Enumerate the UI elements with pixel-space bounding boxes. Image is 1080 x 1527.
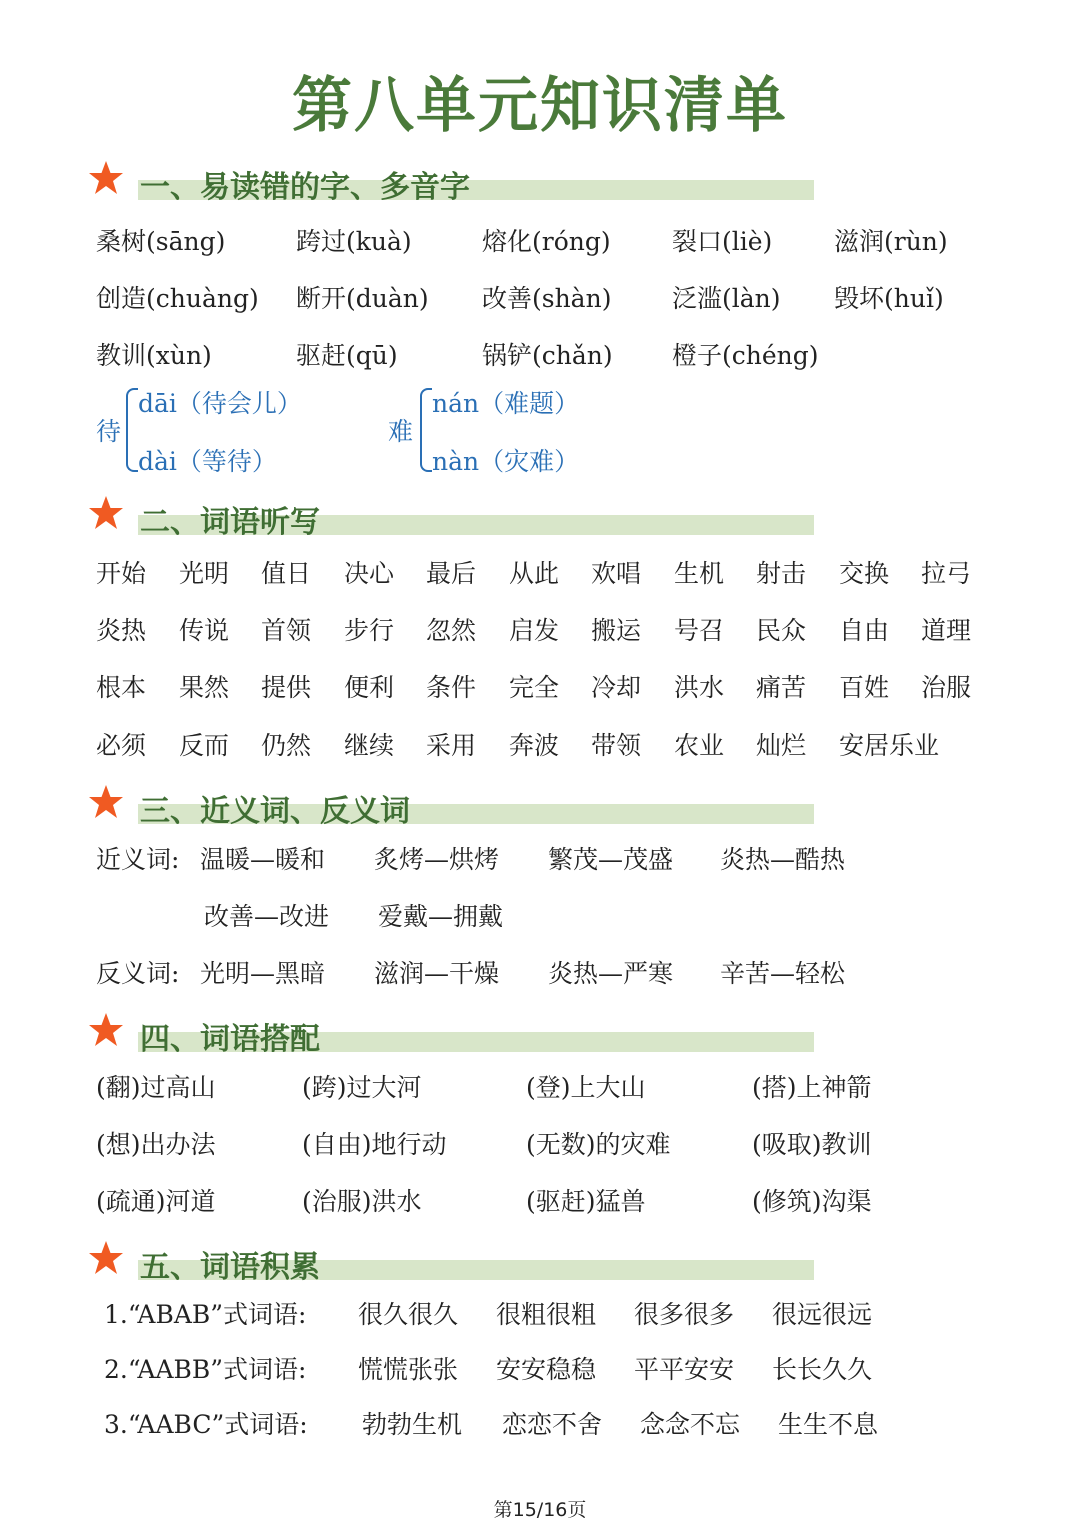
pinyin-item: 熔化(róng) <box>482 227 611 256</box>
dictation-word: 道理 <box>921 616 972 645</box>
star-icon <box>88 160 124 196</box>
pinyin-item: 断开(duàn) <box>296 284 429 313</box>
word-pair: 炙烤—烘烤 <box>374 845 500 874</box>
accumulation-word: 生生不息 <box>778 1410 879 1439</box>
pinyin-item: 改善(shàn) <box>482 284 612 313</box>
dictation-word: 带领 <box>591 731 642 760</box>
accumulation-word: 长长久久 <box>772 1355 873 1384</box>
section-heading-5: 五、词语积累 <box>88 1240 818 1284</box>
page-title: 第八单元知识清单 <box>292 71 788 141</box>
dictation-word: 便利 <box>344 673 395 702</box>
polyphone-reading: nán（难题） <box>432 389 580 418</box>
polyphone-char: 难 <box>388 417 414 446</box>
dictation-word: 果然 <box>179 673 230 702</box>
pinyin-item: 创造(chuàng) <box>96 284 259 313</box>
dictation-word: 继续 <box>344 731 395 760</box>
dictation-word: 安居乐业 <box>839 731 940 760</box>
word-pair: 光明—黑暗 <box>200 959 326 988</box>
star-icon <box>88 1012 124 1048</box>
dictation-word: 条件 <box>426 673 477 702</box>
section-heading-3: 三、近义词、反义词 <box>88 784 818 828</box>
star-icon <box>88 1240 124 1276</box>
accumulation-label: 3.“AABC”式词语: <box>104 1410 308 1439</box>
accumulation-word: 很多很多 <box>634 1300 735 1329</box>
accumulation-word: 勃勃生机 <box>362 1410 463 1439</box>
collocation-item: (翻)过高山 <box>96 1073 216 1102</box>
dictation-word: 反而 <box>179 731 230 760</box>
dictation-word: 最后 <box>426 559 477 588</box>
collocation-item: (治服)洪水 <box>302 1187 422 1216</box>
section-heading-4: 四、词语搭配 <box>88 1012 818 1056</box>
dictation-word: 根本 <box>96 673 147 702</box>
word-pair: 温暖—暖和 <box>200 845 326 874</box>
page-number: 第15/16页 <box>493 1499 587 1521</box>
dictation-word: 农业 <box>674 731 725 760</box>
section-heading-2: 二、词语听写 <box>88 495 818 539</box>
word-pair: 改善—改进 <box>204 902 330 931</box>
dictation-word: 步行 <box>344 616 395 645</box>
accumulation-word: 念念不忘 <box>640 1410 741 1439</box>
pinyin-item: 橙子(chéng) <box>672 341 819 370</box>
pinyin-item: 桑树(sāng) <box>96 227 226 256</box>
accumulation-word: 平平安安 <box>634 1355 735 1384</box>
polyphone-reading: dài（等待） <box>138 447 277 476</box>
dictation-word: 号召 <box>674 616 725 645</box>
word-pair: 炎热—严寒 <box>548 959 674 988</box>
word-pair: 炎热—酷热 <box>720 845 846 874</box>
dictation-word: 灿烂 <box>756 731 807 760</box>
dictation-word: 自由 <box>839 616 890 645</box>
word-pair: 滋润—干燥 <box>374 959 500 988</box>
accumulation-word: 慌慌张张 <box>358 1355 459 1384</box>
pinyin-item: 裂口(liè) <box>672 227 773 256</box>
dictation-word: 冷却 <box>591 673 642 702</box>
dictation-word: 值日 <box>261 559 312 588</box>
polyphone-char: 待 <box>96 417 122 446</box>
collocation-item: (想)出办法 <box>96 1130 216 1159</box>
collocation-item: (登)上大山 <box>526 1073 646 1102</box>
pinyin-item: 教训(xùn) <box>96 341 212 370</box>
dictation-word: 决心 <box>344 559 395 588</box>
collocation-item: (跨)过大河 <box>302 1073 422 1102</box>
dictation-word: 治服 <box>921 673 972 702</box>
dictation-word: 传说 <box>179 616 230 645</box>
accumulation-word: 很远很远 <box>772 1300 873 1329</box>
pinyin-item: 锅铲(chǎn) <box>482 341 613 370</box>
dictation-word: 欢唱 <box>591 559 642 588</box>
brace <box>420 388 432 472</box>
collocation-item: (疏通)河道 <box>96 1187 216 1216</box>
polyphone-reading: nàn（灾难） <box>432 447 580 476</box>
collocation-item: (自由)地行动 <box>302 1130 447 1159</box>
dictation-word: 民众 <box>756 616 807 645</box>
brace <box>126 388 138 472</box>
dictation-word: 搬运 <box>591 616 642 645</box>
polyphone-reading: dāi（待会儿） <box>138 389 302 418</box>
pinyin-item: 毁坏(huǐ) <box>834 284 944 313</box>
polyphone-nan <box>388 384 648 474</box>
pinyin-item: 跨过(kuà) <box>296 227 412 256</box>
accumulation-word: 安安稳稳 <box>496 1355 597 1384</box>
accumulation-label: 1.“ABAB”式词语: <box>104 1300 307 1329</box>
dictation-word: 拉弓 <box>921 559 972 588</box>
dictation-word: 痛苦 <box>756 673 807 702</box>
dictation-word: 首领 <box>261 616 312 645</box>
word-pair: 辛苦—轻松 <box>720 959 846 988</box>
dictation-word: 光明 <box>179 559 230 588</box>
polyphone-dai <box>96 384 356 474</box>
pinyin-item: 驱赶(qū) <box>296 341 398 370</box>
accumulation-word: 很粗很粗 <box>496 1300 597 1329</box>
section-heading-1: 一、易读错的字、多音字 <box>88 160 818 204</box>
star-icon <box>88 495 124 531</box>
collocation-item: (驱赶)猛兽 <box>526 1187 646 1216</box>
dictation-word: 启发 <box>509 616 560 645</box>
star-icon <box>88 784 124 820</box>
antonym-label: 反义词: <box>96 959 180 988</box>
dictation-word: 从此 <box>509 559 560 588</box>
collocation-item: (无数)的灾难 <box>526 1130 671 1159</box>
dictation-word: 提供 <box>261 673 312 702</box>
dictation-word: 必须 <box>96 731 147 760</box>
dictation-word: 奔波 <box>509 731 560 760</box>
word-pair: 繁茂—茂盛 <box>548 845 674 874</box>
pinyin-item: 滋润(rùn) <box>834 227 948 256</box>
dictation-word: 完全 <box>509 673 560 702</box>
dictation-word: 生机 <box>674 559 725 588</box>
accumulation-word: 很久很久 <box>358 1300 459 1329</box>
dictation-word: 炎热 <box>96 616 147 645</box>
accumulation-label: 2.“AABB”式词语: <box>104 1355 307 1384</box>
synonym-label: 近义词: <box>96 845 180 874</box>
dictation-word: 百姓 <box>839 673 890 702</box>
accumulation-word: 恋恋不舍 <box>502 1410 603 1439</box>
dictation-word: 仍然 <box>261 731 312 760</box>
collocation-item: (吸取)教训 <box>752 1130 872 1159</box>
dictation-word: 射击 <box>756 559 807 588</box>
pinyin-item: 泛滥(làn) <box>672 284 781 313</box>
dictation-word: 开始 <box>96 559 147 588</box>
dictation-word: 洪水 <box>674 673 725 702</box>
dictation-word: 交换 <box>839 559 890 588</box>
dictation-word: 忽然 <box>426 616 477 645</box>
collocation-item: (搭)上神箭 <box>752 1073 872 1102</box>
word-pair: 爱戴—拥戴 <box>378 902 504 931</box>
collocation-item: (修筑)沟渠 <box>752 1187 872 1216</box>
dictation-word: 采用 <box>426 731 477 760</box>
